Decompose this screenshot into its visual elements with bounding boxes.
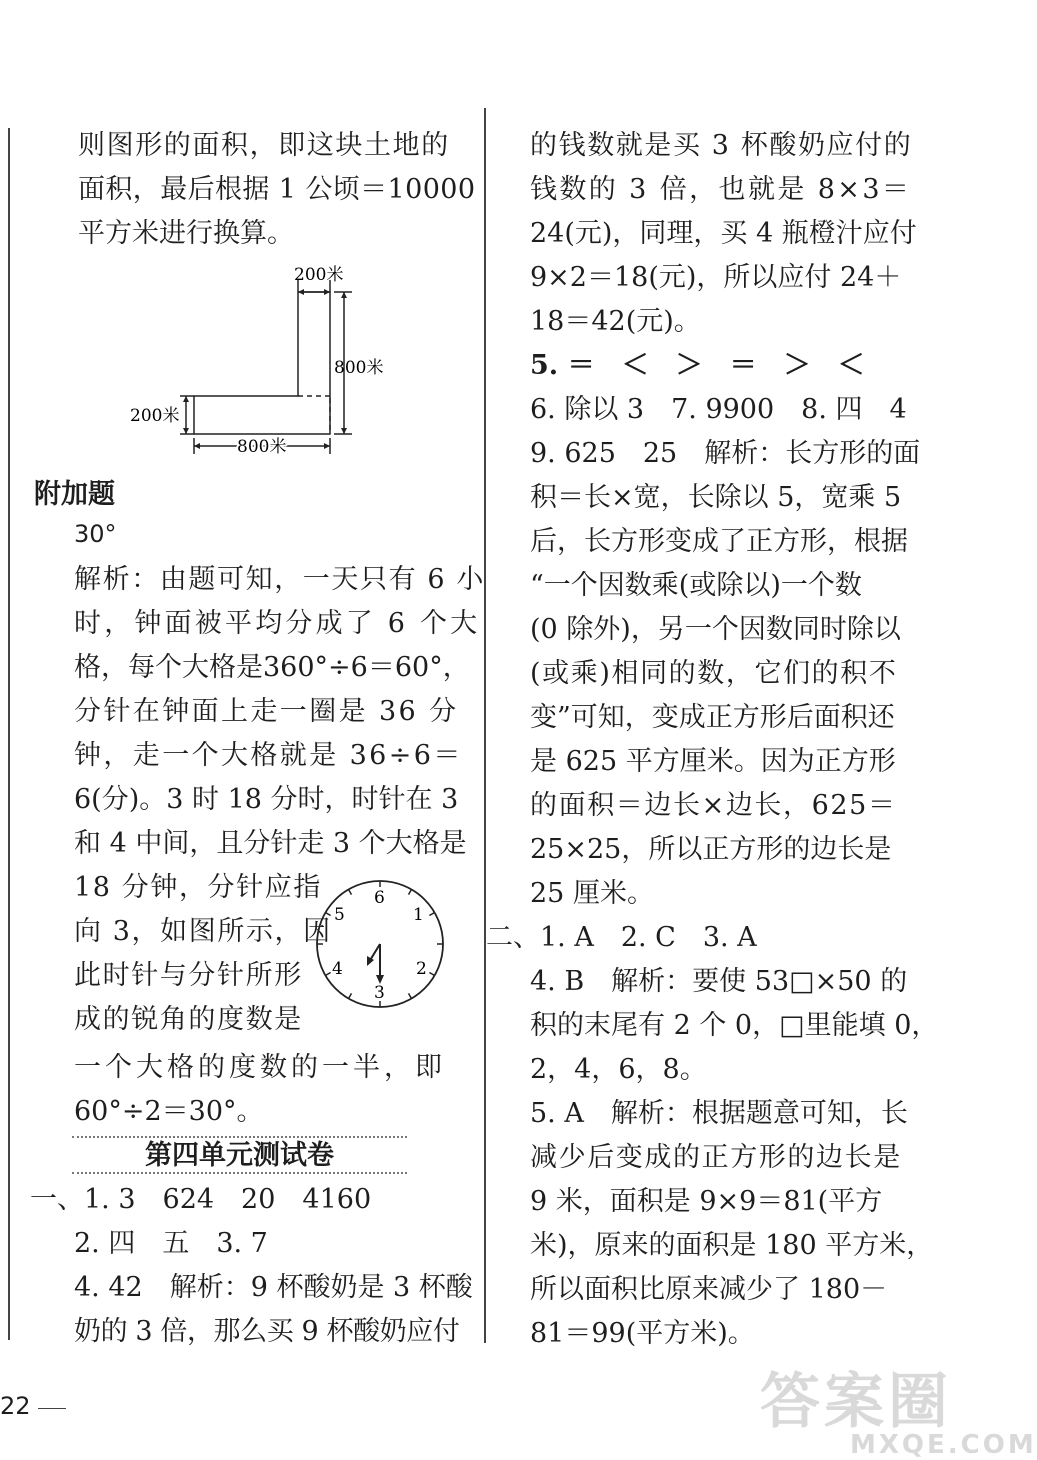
unit-line-1: 一、1. 3 624 20 4160 xyxy=(30,1184,372,1215)
right-line-12: (0 除外)，另一个因数同时除以 xyxy=(530,614,901,645)
analysis-line-11: 成的锐角的度数是 xyxy=(74,1004,303,1035)
analysis-line-12: 一个大格的度数的一半，即 xyxy=(74,1052,446,1083)
analysis-line-1: 解析：由题可知，一天只有 6 小 xyxy=(74,564,485,595)
left-intro-line-3: 平方米进行换算。 xyxy=(78,218,294,249)
figure-left-label: 200米 xyxy=(130,406,180,426)
figure-right-label: 800米 xyxy=(334,358,384,378)
page-number-dash xyxy=(38,1408,66,1409)
right-line-21: 积的末尾有 2 个 0，□里能填 0， xyxy=(530,1010,939,1041)
fujia-title: 附加题 xyxy=(34,479,115,510)
analysis-line-6: 6(分)。3 时 18 分时，时针在 3 xyxy=(74,784,459,815)
right-line-23: 5. A 解析：根据题意可知，长 xyxy=(530,1098,908,1129)
clock-number-1: 1 xyxy=(413,905,424,925)
right-line-25: 9 米，面积是 9×9＝81(平方 xyxy=(530,1186,883,1217)
right-line-11: “一个因数乘(或除以)一个数 xyxy=(530,570,862,601)
figure-top-label: 200米 xyxy=(294,265,344,285)
unit-line-2: 2. 四 五 3. 7 xyxy=(74,1228,268,1259)
left-intro-line-1: 则图形的面积，即这块土地的 xyxy=(78,130,450,161)
right-line-17: 25×25，所以正方形的边长是 xyxy=(530,834,892,865)
right-line-1: 的钱数就是买 3 杯酸奶应付的 xyxy=(530,130,913,161)
right-line-8: 9. 625 25 解析：长方形的面 xyxy=(530,438,921,469)
clock-number-5: 5 xyxy=(334,905,345,925)
analysis-line-5: 钟，走一个大格就是 36÷6＝ xyxy=(74,740,463,771)
clock-figure xyxy=(312,876,448,1012)
right-line-3: 24(元)，同理，买 4 瓶橙汁应付 xyxy=(530,218,917,249)
unit-title-rule-bottom xyxy=(72,1172,407,1174)
right-line-27: 所以面积比原来减少了 180－ xyxy=(530,1274,888,1305)
watermark-url: MXQE.COM xyxy=(850,1430,1037,1460)
right-line-2: 钱数的 3 倍，也就是 8×3＝ xyxy=(530,174,912,205)
unit-line-3: 4. 42 解析：9 杯酸奶是 3 杯酸 xyxy=(74,1272,473,1303)
column-divider xyxy=(484,108,486,1343)
watermark-logo-text: 答案圈 xyxy=(760,1367,952,1437)
right-line-9: 积＝长×宽，长除以 5，宽乘 5 xyxy=(530,482,902,513)
left-intro-line-2: 面积，最后根据 1 公顷＝10000 xyxy=(78,174,476,205)
right-line-26: 米)，原来的面积是 180 平方米， xyxy=(530,1230,934,1261)
right-line-7: 6. 除以 3 7. 9900 8. 四 4 xyxy=(530,394,907,425)
analysis-line-10: 此时针与分针所形 xyxy=(74,960,303,991)
analysis-line-4: 分针在钟面上走一圈是 36 分 xyxy=(74,696,459,727)
figure-bottom-label: 800米 xyxy=(237,437,287,457)
right-line-10: 后，长方形变成了正方形，根据 xyxy=(530,526,908,557)
analysis-line-13: 60°÷2＝30°。 xyxy=(74,1096,264,1127)
analysis-line-7: 和 4 中间，且分针走 3 个大格是 xyxy=(74,828,467,859)
analysis-line-8: 18 分钟，分针应指 xyxy=(74,872,322,903)
unit-title-rule-top xyxy=(72,1136,407,1138)
right-line-4: 9×2＝18(元)，所以应付 24＋ xyxy=(530,262,902,293)
clock-number-6: 6 xyxy=(374,888,385,908)
watermark xyxy=(760,1367,1037,1460)
land-shape-figure xyxy=(120,258,400,458)
answer-30: 30° xyxy=(74,520,117,548)
right-line-6: 5. ＝ ＜ ＞ ＝ ＞ ＜ xyxy=(530,350,865,381)
right-line-13: (或乘)相同的数，它们的积不 xyxy=(530,658,898,689)
right-line-14: 变”可知，变成正方形后面积还 xyxy=(530,702,895,733)
right-line-5: 18＝42(元)。 xyxy=(530,306,701,337)
clock-number-3: 3 xyxy=(374,983,385,1003)
right-line-16: 的面积＝边长×边长，625＝ xyxy=(530,790,897,821)
analysis-line-9: 向 3，如图所示，因 xyxy=(74,916,332,947)
right-line-19: 二、1. A 2. C 3. A xyxy=(486,922,757,953)
page-number: 22 xyxy=(0,1392,31,1420)
left-margin-rule xyxy=(8,128,10,1340)
right-line-28: 81＝99(平方米)。 xyxy=(530,1318,755,1349)
right-line-18: 25 厘米。 xyxy=(530,878,654,909)
right-line-15: 是 625 平方厘米。因为正方形 xyxy=(530,746,896,777)
clock-number-4: 4 xyxy=(332,959,343,979)
analysis-line-2: 时，钟面被平均分成了 6 个大 xyxy=(74,608,481,639)
right-line-22: 2，4，6，8。 xyxy=(530,1054,707,1085)
analysis-line-3: 格，每个大格是360°÷6＝60°， xyxy=(74,652,470,683)
unit-title: 第四单元测试卷 xyxy=(145,1140,334,1171)
unit-line-4: 奶的 3 倍，那么买 9 杯酸奶应付 xyxy=(74,1316,460,1347)
right-line-20: 4. B 解析：要使 53□×50 的 xyxy=(530,966,908,997)
right-line-24: 减少后变成的正方形的边长是 xyxy=(530,1142,902,1173)
clock-number-2: 2 xyxy=(416,959,427,979)
